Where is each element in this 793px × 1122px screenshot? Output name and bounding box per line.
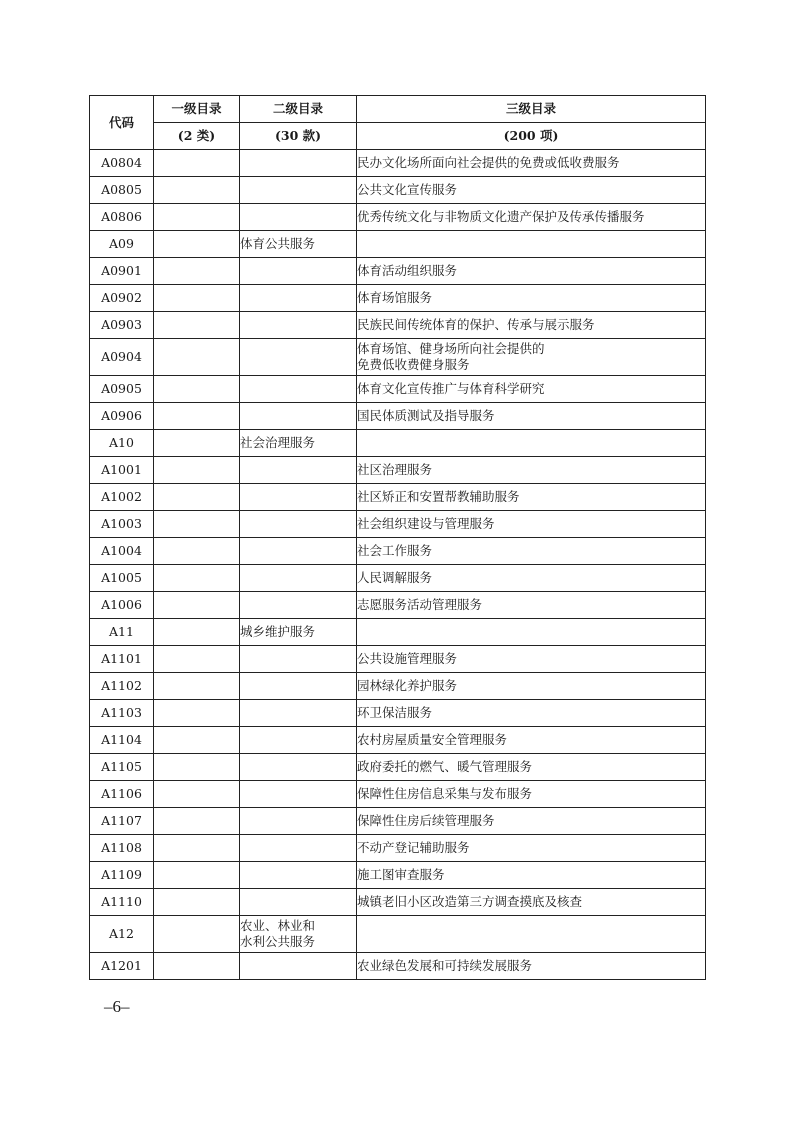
level2-cell bbox=[240, 889, 357, 916]
level1-cell bbox=[154, 916, 240, 953]
level3-cell: 社区治理服务 bbox=[357, 457, 706, 484]
header-level2-count: (30 款) bbox=[240, 123, 357, 150]
level3-cell: 公共设施管理服务 bbox=[357, 646, 706, 673]
level1-cell bbox=[154, 727, 240, 754]
level1-cell bbox=[154, 673, 240, 700]
code-cell: A11 bbox=[90, 619, 154, 646]
level2-cell bbox=[240, 673, 357, 700]
level3-cell: 社会工作服务 bbox=[357, 538, 706, 565]
table-row bbox=[90, 646, 706, 673]
level3-cell: 民办文化场所面向社会提供的免费或低收费服务 bbox=[357, 150, 706, 177]
level1-cell bbox=[154, 889, 240, 916]
table-row bbox=[90, 312, 706, 339]
level1-cell bbox=[154, 258, 240, 285]
level1-cell bbox=[154, 403, 240, 430]
code-cell: A0904 bbox=[90, 339, 154, 376]
code-cell: A1104 bbox=[90, 727, 154, 754]
level2-cell bbox=[240, 258, 357, 285]
code-cell: A09 bbox=[90, 231, 154, 258]
code-cell: A1105 bbox=[90, 754, 154, 781]
level3-cell: 农村房屋质量安全管理服务 bbox=[357, 727, 706, 754]
code-cell: A1110 bbox=[90, 889, 154, 916]
level1-cell bbox=[154, 177, 240, 204]
level1-cell bbox=[154, 204, 240, 231]
level1-cell bbox=[154, 457, 240, 484]
page-number: –6– bbox=[104, 997, 130, 1016]
level2-cell bbox=[240, 339, 357, 376]
level2-cell bbox=[240, 376, 357, 403]
level1-cell bbox=[154, 285, 240, 312]
table-row bbox=[90, 916, 706, 953]
header-level3-count: (200 项) bbox=[357, 123, 706, 150]
level2-cell bbox=[240, 835, 357, 862]
level2-cell bbox=[240, 285, 357, 312]
level3-cell: 国民体质测试及指导服务 bbox=[357, 403, 706, 430]
level1-cell bbox=[154, 781, 240, 808]
table-row bbox=[90, 700, 706, 727]
level3-cell: 志愿服务活动管理服务 bbox=[357, 592, 706, 619]
code-cell: A1106 bbox=[90, 781, 154, 808]
header-level3: 三级目录 bbox=[357, 96, 706, 123]
table-row bbox=[90, 430, 706, 457]
level3-cell: 体育场馆、健身场所向社会提供的 免费低收费健身服务 bbox=[357, 339, 706, 376]
code-cell: A10 bbox=[90, 430, 154, 457]
level2-cell bbox=[240, 700, 357, 727]
level2-cell: 体育公共服务 bbox=[240, 231, 357, 258]
table-row bbox=[90, 565, 706, 592]
table-row bbox=[90, 953, 706, 980]
level3-cell: 环卫保洁服务 bbox=[357, 700, 706, 727]
level2-cell bbox=[240, 511, 357, 538]
table-row bbox=[90, 673, 706, 700]
code-cell: A0806 bbox=[90, 204, 154, 231]
level3-cell: 体育文化宣传推广与体育科学研究 bbox=[357, 376, 706, 403]
level2-cell bbox=[240, 150, 357, 177]
code-cell: A1108 bbox=[90, 835, 154, 862]
code-cell: A0901 bbox=[90, 258, 154, 285]
level1-cell bbox=[154, 808, 240, 835]
level2-cell bbox=[240, 177, 357, 204]
level3-cell: 优秀传统文化与非物质文化遗产保护及传承传播服务 bbox=[357, 204, 706, 231]
level1-cell bbox=[154, 484, 240, 511]
level2-cell bbox=[240, 953, 357, 980]
code-cell: A1003 bbox=[90, 511, 154, 538]
code-cell: A1103 bbox=[90, 700, 154, 727]
code-cell: A1002 bbox=[90, 484, 154, 511]
code-cell: A0804 bbox=[90, 150, 154, 177]
code-cell: A1109 bbox=[90, 862, 154, 889]
level3-cell bbox=[357, 231, 706, 258]
level3-cell: 施工图审查服务 bbox=[357, 862, 706, 889]
level1-cell bbox=[154, 953, 240, 980]
level3-cell: 保障性住房后续管理服务 bbox=[357, 808, 706, 835]
code-cell: A0906 bbox=[90, 403, 154, 430]
code-cell: A0905 bbox=[90, 376, 154, 403]
table-row bbox=[90, 808, 706, 835]
level2-cell bbox=[240, 312, 357, 339]
table-row bbox=[90, 511, 706, 538]
level1-cell bbox=[154, 339, 240, 376]
header-level2: 二级目录 bbox=[240, 96, 357, 123]
table-row bbox=[90, 835, 706, 862]
code-cell: A0805 bbox=[90, 177, 154, 204]
table-row bbox=[90, 457, 706, 484]
table-row bbox=[90, 754, 706, 781]
level2-cell bbox=[240, 204, 357, 231]
header-level1: 一级目录 bbox=[154, 96, 240, 123]
level3-cell: 社区矫正和安置帮教辅助服务 bbox=[357, 484, 706, 511]
level2-cell bbox=[240, 538, 357, 565]
level3-cell: 人民调解服务 bbox=[357, 565, 706, 592]
code-cell: A1001 bbox=[90, 457, 154, 484]
table-row bbox=[90, 889, 706, 916]
level3-cell: 社会组织建设与管理服务 bbox=[357, 511, 706, 538]
code-cell: A1005 bbox=[90, 565, 154, 592]
table-row bbox=[90, 403, 706, 430]
level1-cell bbox=[154, 376, 240, 403]
level1-cell bbox=[154, 700, 240, 727]
level3-cell bbox=[357, 916, 706, 953]
level1-cell bbox=[154, 150, 240, 177]
code-cell: A1006 bbox=[90, 592, 154, 619]
level1-cell bbox=[154, 231, 240, 258]
level1-cell bbox=[154, 592, 240, 619]
level1-cell bbox=[154, 430, 240, 457]
level3-cell: 农业绿色发展和可持续发展服务 bbox=[357, 953, 706, 980]
level2-cell bbox=[240, 592, 357, 619]
level1-cell bbox=[154, 835, 240, 862]
table-row bbox=[90, 339, 706, 376]
catalog-table bbox=[89, 95, 706, 980]
level2-cell: 社会治理服务 bbox=[240, 430, 357, 457]
table-row bbox=[90, 484, 706, 511]
level2-cell bbox=[240, 457, 357, 484]
level2-cell bbox=[240, 754, 357, 781]
level3-cell: 城镇老旧小区改造第三方调查摸底及核查 bbox=[357, 889, 706, 916]
header-row bbox=[90, 96, 706, 123]
table-row bbox=[90, 592, 706, 619]
code-cell: A1107 bbox=[90, 808, 154, 835]
level2-cell bbox=[240, 727, 357, 754]
level2-cell: 农业、林业和 水利公共服务 bbox=[240, 916, 357, 953]
table-row bbox=[90, 376, 706, 403]
table-row bbox=[90, 619, 706, 646]
level3-cell bbox=[357, 619, 706, 646]
table-row bbox=[90, 781, 706, 808]
code-cell: A1004 bbox=[90, 538, 154, 565]
level3-cell: 不动产登记辅助服务 bbox=[357, 835, 706, 862]
code-cell: A1201 bbox=[90, 953, 154, 980]
code-cell: A1102 bbox=[90, 673, 154, 700]
level2-cell bbox=[240, 862, 357, 889]
level1-cell bbox=[154, 619, 240, 646]
level3-cell bbox=[357, 430, 706, 457]
table-row bbox=[90, 231, 706, 258]
header-level1-count: (2 类) bbox=[154, 123, 240, 150]
code-cell: A12 bbox=[90, 916, 154, 953]
code-cell: A1101 bbox=[90, 646, 154, 673]
level3-cell: 政府委托的燃气、暖气管理服务 bbox=[357, 754, 706, 781]
table-row bbox=[90, 862, 706, 889]
level1-cell bbox=[154, 511, 240, 538]
level2-cell: 城乡维护服务 bbox=[240, 619, 357, 646]
level1-cell bbox=[154, 312, 240, 339]
table-row bbox=[90, 538, 706, 565]
header-code: 代码 bbox=[90, 96, 154, 150]
level3-cell: 体育场馆服务 bbox=[357, 285, 706, 312]
header-count-row bbox=[90, 123, 706, 150]
table-row bbox=[90, 150, 706, 177]
code-cell: A0903 bbox=[90, 312, 154, 339]
table-row bbox=[90, 258, 706, 285]
level3-cell: 体育活动组织服务 bbox=[357, 258, 706, 285]
table-row bbox=[90, 727, 706, 754]
level2-cell bbox=[240, 403, 357, 430]
level1-cell bbox=[154, 862, 240, 889]
level2-cell bbox=[240, 484, 357, 511]
level3-cell: 公共文化宣传服务 bbox=[357, 177, 706, 204]
table-row bbox=[90, 177, 706, 204]
table-row bbox=[90, 285, 706, 312]
level1-cell bbox=[154, 538, 240, 565]
level3-cell: 民族民间传统体育的保护、传承与展示服务 bbox=[357, 312, 706, 339]
level2-cell bbox=[240, 646, 357, 673]
table-row bbox=[90, 204, 706, 231]
level2-cell bbox=[240, 781, 357, 808]
level3-cell: 保障性住房信息采集与发布服务 bbox=[357, 781, 706, 808]
level1-cell bbox=[154, 754, 240, 781]
code-cell: A0902 bbox=[90, 285, 154, 312]
level3-cell: 园林绿化养护服务 bbox=[357, 673, 706, 700]
level2-cell bbox=[240, 565, 357, 592]
level1-cell bbox=[154, 646, 240, 673]
level2-cell bbox=[240, 808, 357, 835]
level1-cell bbox=[154, 565, 240, 592]
